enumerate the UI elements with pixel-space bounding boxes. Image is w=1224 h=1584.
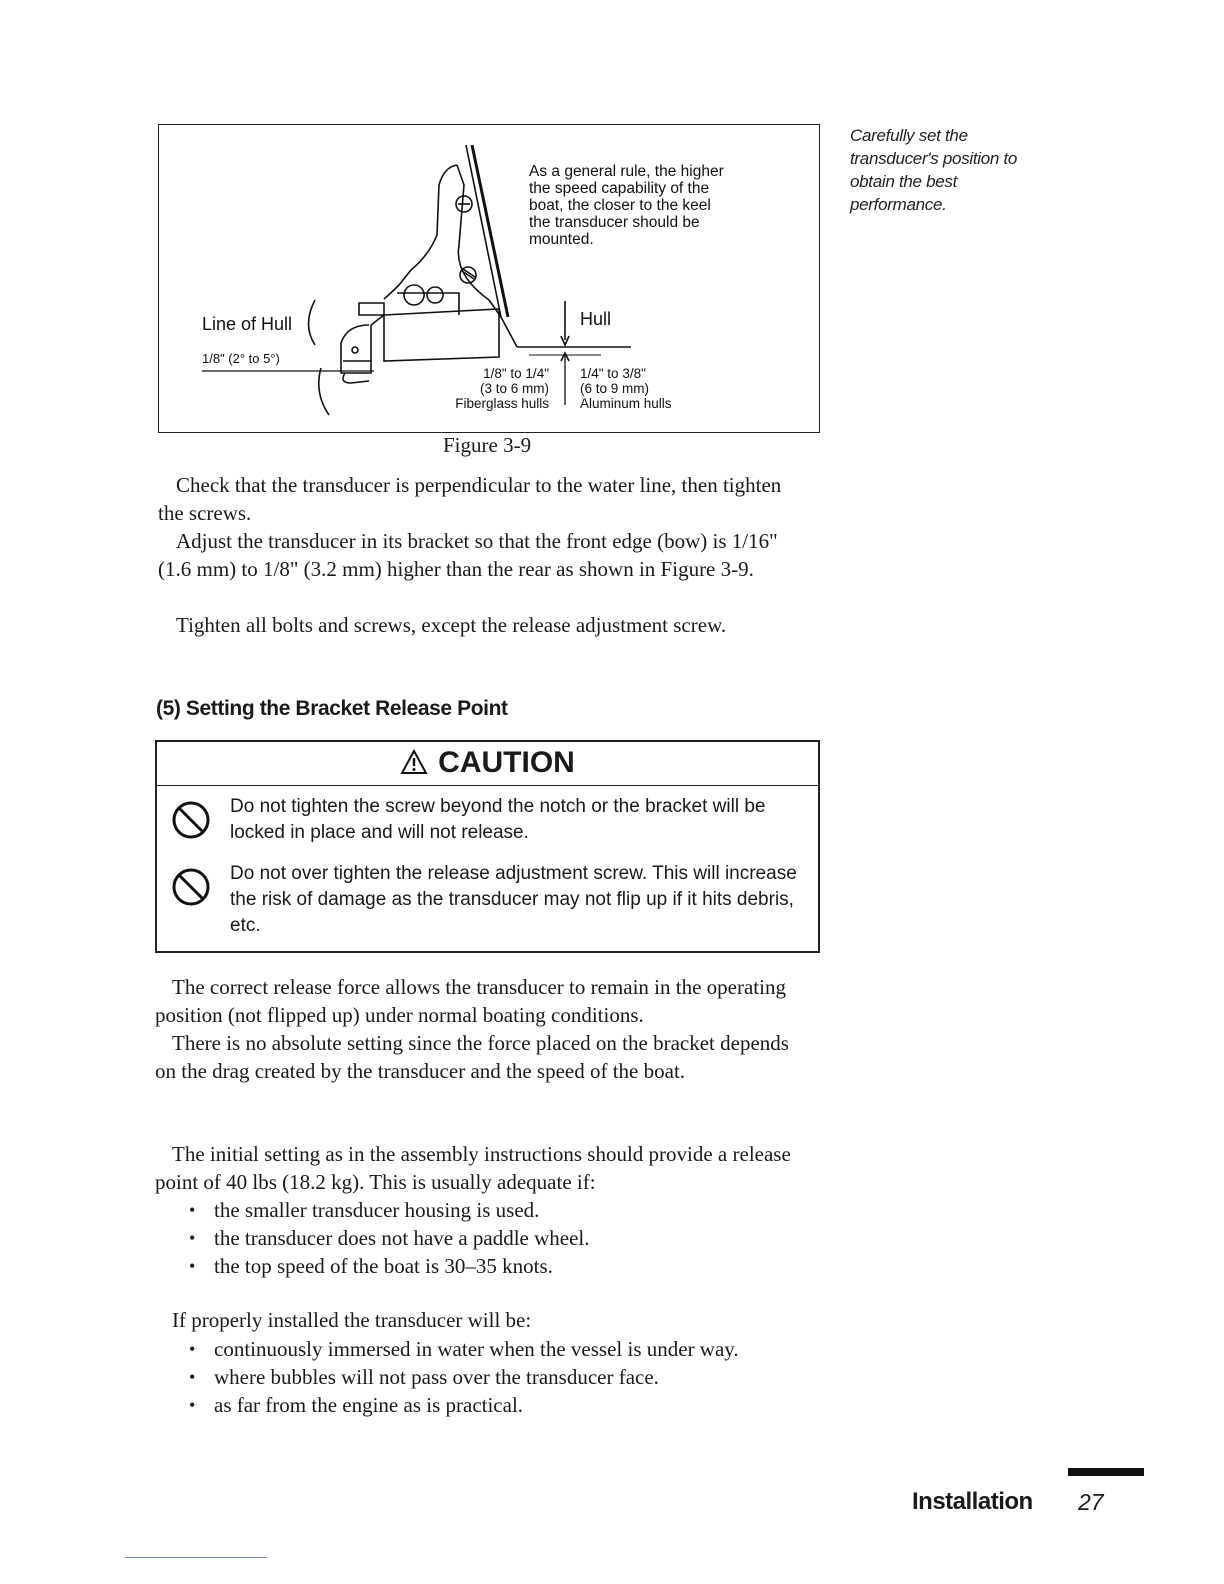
figure-3-9 (158, 124, 820, 433)
bullet-icon: • (189, 1200, 196, 1220)
paragraph-initial-setting (155, 1140, 815, 1196)
list-item-text: the transducer does not have a paddle wheel. (214, 1226, 590, 1250)
transom-line (466, 145, 501, 317)
paragraph-text: The correct release force allows the transducer to remain in the operating position (not flipped up) under normal boating conditions. (155, 975, 786, 1027)
caution-title: CAUTION (438, 746, 575, 779)
fiberglass-spec (429, 366, 549, 411)
paragraph-text: Check that the transducer is perpendicular to the water line, then tighten the screws. (158, 473, 782, 525)
figure-caption: Figure 3-9 (443, 433, 532, 457)
aluminum-line: (6 to 9 mm) (580, 381, 650, 396)
paragraph-tighten (158, 611, 798, 639)
bullet-icon: • (189, 1367, 196, 1387)
fiberglass-line: (3 to 6 mm) (479, 381, 549, 396)
adequate-conditions-list (172, 1196, 832, 1280)
paragraph-properly-installed: If properly installed the transducer will be: (172, 1308, 532, 1332)
caution-text: Do not tighten the screw beyond the notch or the bracket will be locked in place and will not release. (230, 796, 766, 843)
fiberglass-line: 1/8" to 1/4" (483, 366, 549, 381)
bullet-icon: • (189, 1256, 196, 1276)
line-of-hull-label: Line of Hull (202, 314, 293, 334)
aluminum-line: Aluminum hulls (580, 396, 672, 411)
bullet-icon: • (189, 1339, 196, 1359)
paragraph-text: The initial setting as in the assembly instructions should provide a release point of 40 lbs (18.2 kg). This is usually adequate if: (155, 1142, 791, 1194)
paragraph-adjust (158, 527, 798, 583)
hull-label: Hull (580, 309, 612, 329)
caution-box (155, 740, 820, 953)
angle-label: 1/8" (2° to 5°) (202, 351, 280, 366)
paragraph-text: Tighten all bolts and screws, except the release adjustment screw. (176, 613, 727, 637)
paragraph-text: Adjust the transducer in its bracket so that the front edge (bow) is 1/16" (1.6 mm) to 1/8" (3.2 mm) higher than the rear as shown in Figure 3-9. (158, 529, 778, 581)
scan-artifact-line (125, 1557, 267, 1558)
paragraph-no-absolute (155, 1029, 815, 1085)
footer-section-title: Installation (912, 1488, 1033, 1515)
list-item-text: continuously immersed in water when the vessel is under way. (214, 1337, 739, 1361)
aluminum-spec (580, 366, 672, 411)
sidebar-note: Carefully set the transducer's position to obtain the best performance. (850, 126, 1018, 214)
section-heading: (5) Setting the Bracket Release Point (156, 697, 508, 720)
prohibited-icon (171, 867, 211, 907)
paragraph-text: There is no absolute setting since the force placed on the bracket depends on the drag created by the transducer and the speed of the boat. (155, 1031, 789, 1083)
list-item-text: the top speed of the boat is 30–35 knots. (214, 1254, 553, 1278)
warning-triangle-icon (400, 749, 428, 775)
caution-header (157, 742, 818, 786)
caution-text: Do not over tighten the release adjustment screw. This will increase the risk of damage as the transducer may not flip up if it hits debris, etc. (230, 863, 797, 936)
list-item (172, 1196, 832, 1224)
fiberglass-line: Fiberglass hulls (455, 396, 549, 411)
list-item (172, 1363, 832, 1391)
list-item-text: where bubbles will not pass over the transducer face. (214, 1365, 659, 1389)
list-item (172, 1335, 832, 1363)
bullet-icon: • (189, 1228, 196, 1248)
list-item (172, 1391, 832, 1419)
aluminum-line: 1/4" to 3/8" (580, 366, 646, 381)
general-rule-note: As a general rule, the higher the speed capability of the boat, the closer to the keel the transducer should be mounted. (529, 163, 724, 248)
footer-rule (1068, 1468, 1144, 1476)
bullet-icon: • (189, 1395, 196, 1415)
list-item (172, 1252, 832, 1280)
paragraph-release-force (155, 973, 815, 1029)
installation-result-list (172, 1335, 832, 1419)
list-item-text: as far from the engine as is practical. (214, 1393, 524, 1417)
list-item (172, 1224, 832, 1252)
list-item-text: the smaller transducer housing is used. (214, 1198, 540, 1222)
prohibited-icon (171, 800, 211, 840)
page-number: 27 (1078, 1489, 1104, 1515)
paragraph-perpendicular (158, 471, 798, 527)
